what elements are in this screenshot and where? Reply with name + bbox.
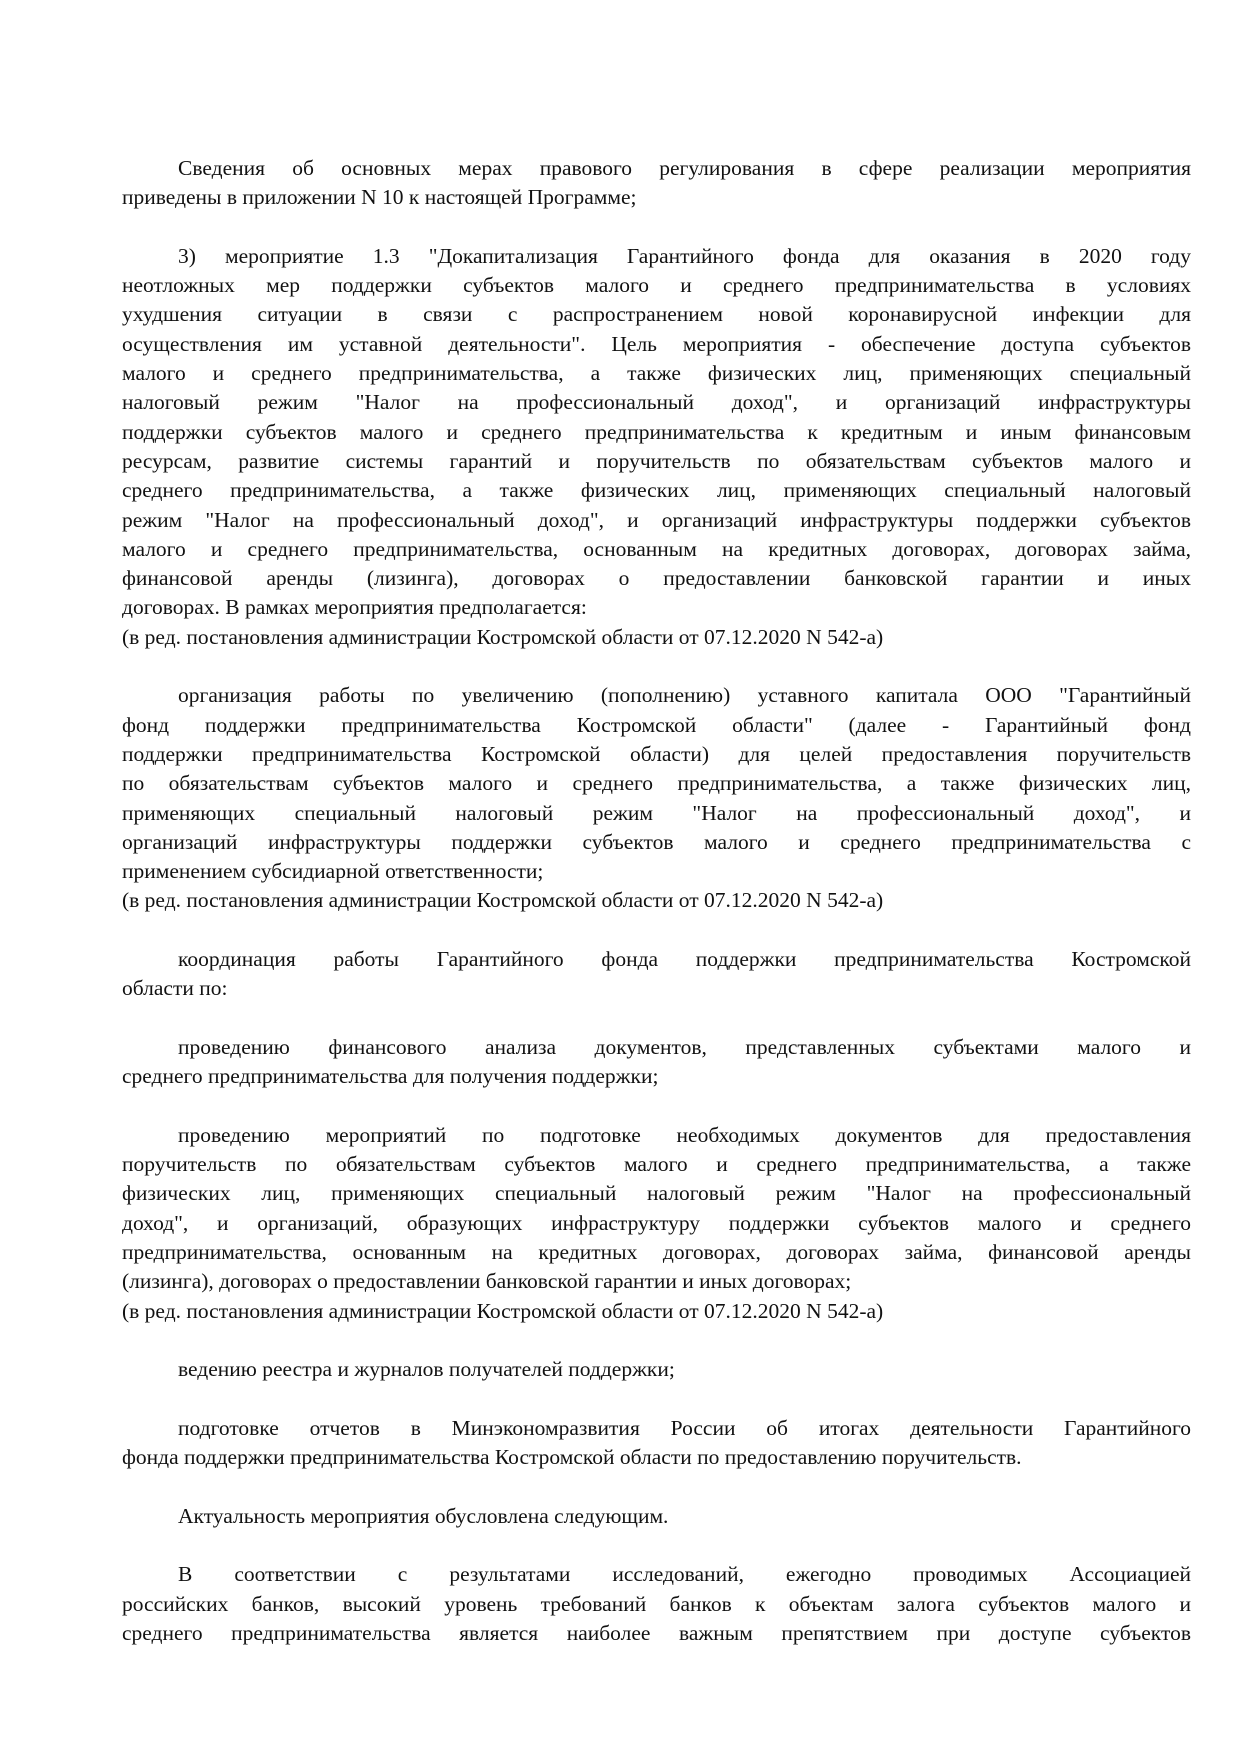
text-line: (в ред. постановления администрации Костромской области от 07.12.2020 N 542-а) [122,624,884,649]
text-line: фонд поддержки предпринимательства Костромской области" (далее - Гарантийный фонд [122,712,1191,737]
text-line: Сведения об основных мерах правового регулирования в сфере реализации мероприятия [178,156,1191,180]
amendment-note [122,886,1191,915]
text-line: В соответствии с результатами исследований, ежегодно проводимых Ассоциацией [178,1562,1191,1587]
text-line: малого и среднего предпринимательства, основанным на кредитных договорах, договорах займа, [122,536,1191,561]
text-line: поддержки предпринимательства Костромской области) для целей предоставления поручительств [122,741,1191,766]
text-line: Актуальность мероприятия обусловлена следующим. [178,1503,669,1528]
text-line: поддержки субъектов малого и среднего предпринимательства к кредитным и иным финансовым [122,419,1191,444]
paragraph [122,1355,1191,1384]
paragraph [122,1560,1191,1648]
amendment-note [122,623,1191,652]
text-line: предпринимательства, основанным на кредитных договорах, договорах займа, финансовой аренды [122,1239,1191,1264]
text-line: среднего предпринимательства для получения поддержки; [122,1064,659,1089]
text-line: неотложных мер поддержки субъектов малого и среднего предпринимательства в условиях [122,273,1191,298]
document-page [122,154,1191,1648]
text-line: налоговый режим "Налог на профессиональный доход", и организаций инфраструктуры [122,390,1191,415]
text-line: проведению финансового анализа документов, представленных субъектами малого и [178,1034,1191,1059]
text-line: по обязательствам субъектов малого и среднего предпринимательства, а также физических лиц, [122,771,1191,796]
text-line: координация работы Гарантийного фонда поддержки предпринимательства Костромской [178,947,1191,972]
paragraph [122,681,1191,886]
text-line: доход", и организаций, образующих инфраструктуру поддержки субъектов малого и среднего [122,1210,1191,1235]
text-line: российских банков, высокий уровень требований банков к объектам залога субъектов малого и [122,1591,1191,1616]
text-line: финансовой аренды (лизинга), договорах о предоставлении банковской гарантии и иных [122,566,1191,591]
text-line: среднего предпринимательства является наиболее важным препятствием при доступе субъектов [122,1620,1191,1645]
text-line: 3) мероприятие 1.3 "Докапитализация Гарантийного фонда для оказания в 2020 году [178,243,1191,268]
text-line: фонда поддержки предпринимательства Костромской области по предоставлению поручительств. [122,1445,1022,1470]
text-line: ресурсам, развитие системы гарантий и поручительств по обязательствам субъектов малого и [122,448,1191,473]
text-line: осуществления им уставной деятельности". Цель мероприятия - обеспечение доступа субъектов [122,331,1191,356]
text-line: физических лиц, применяющих специальный налоговый режим "Налог на профессиональный [122,1181,1191,1206]
text-line: организация работы по увеличению (пополнению) уставного капитала ООО "Гарантийный [178,683,1191,708]
text-line: подготовке отчетов в Минэкономразвития России об итогах деятельности Гарантийного [178,1415,1191,1440]
text-line: малого и среднего предпринимательства, а также физических лиц, применяющих специальный [122,361,1191,386]
text-line: приведены в приложении N 10 к настоящей Программе; [122,185,637,210]
paragraph [122,1502,1191,1531]
text-line: области по: [122,976,228,1001]
text-line: ведению реестра и журналов получателей поддержки; [178,1357,675,1382]
text-line: поручительств по обязательствам субъектов малого и среднего предпринимательства, а также [122,1152,1191,1177]
text-line: применением субсидиарной ответственности; [122,859,544,884]
paragraph [122,1414,1191,1473]
paragraph [122,242,1191,623]
text-line: режим "Налог на профессиональный доход", и организаций инфраструктуры поддержки субъектов [122,507,1191,532]
text-line: применяющих специальный налоговый режим "Налог на профессиональный доход", и [122,800,1191,825]
paragraph [122,154,1191,213]
paragraph [122,1033,1191,1092]
text-line: проведению мероприятий по подготовке необходимых документов для предоставления [178,1122,1191,1147]
text-line: (в ред. постановления администрации Костромской области от 07.12.2020 N 542-а) [122,888,884,913]
text-line: организаций инфраструктуры поддержки субъектов малого и среднего предпринимательства с [122,829,1191,854]
text-line: договорах. В рамках мероприятия предполагается: [122,595,587,620]
amendment-note [122,1297,1191,1326]
text-line: среднего предпринимательства, а также физических лиц, применяющих специальный налоговый [122,478,1191,503]
text-line: (лизинга), договорах о предоставлении банковской гарантии и иных договорах; [122,1269,852,1294]
paragraph [122,945,1191,1004]
text-line: ухудшения ситуации в связи с распространением новой коронавирусной инфекции для [122,302,1191,327]
paragraph [122,1121,1191,1297]
text-line: (в ред. постановления администрации Костромской области от 07.12.2020 N 542-а) [122,1298,884,1323]
